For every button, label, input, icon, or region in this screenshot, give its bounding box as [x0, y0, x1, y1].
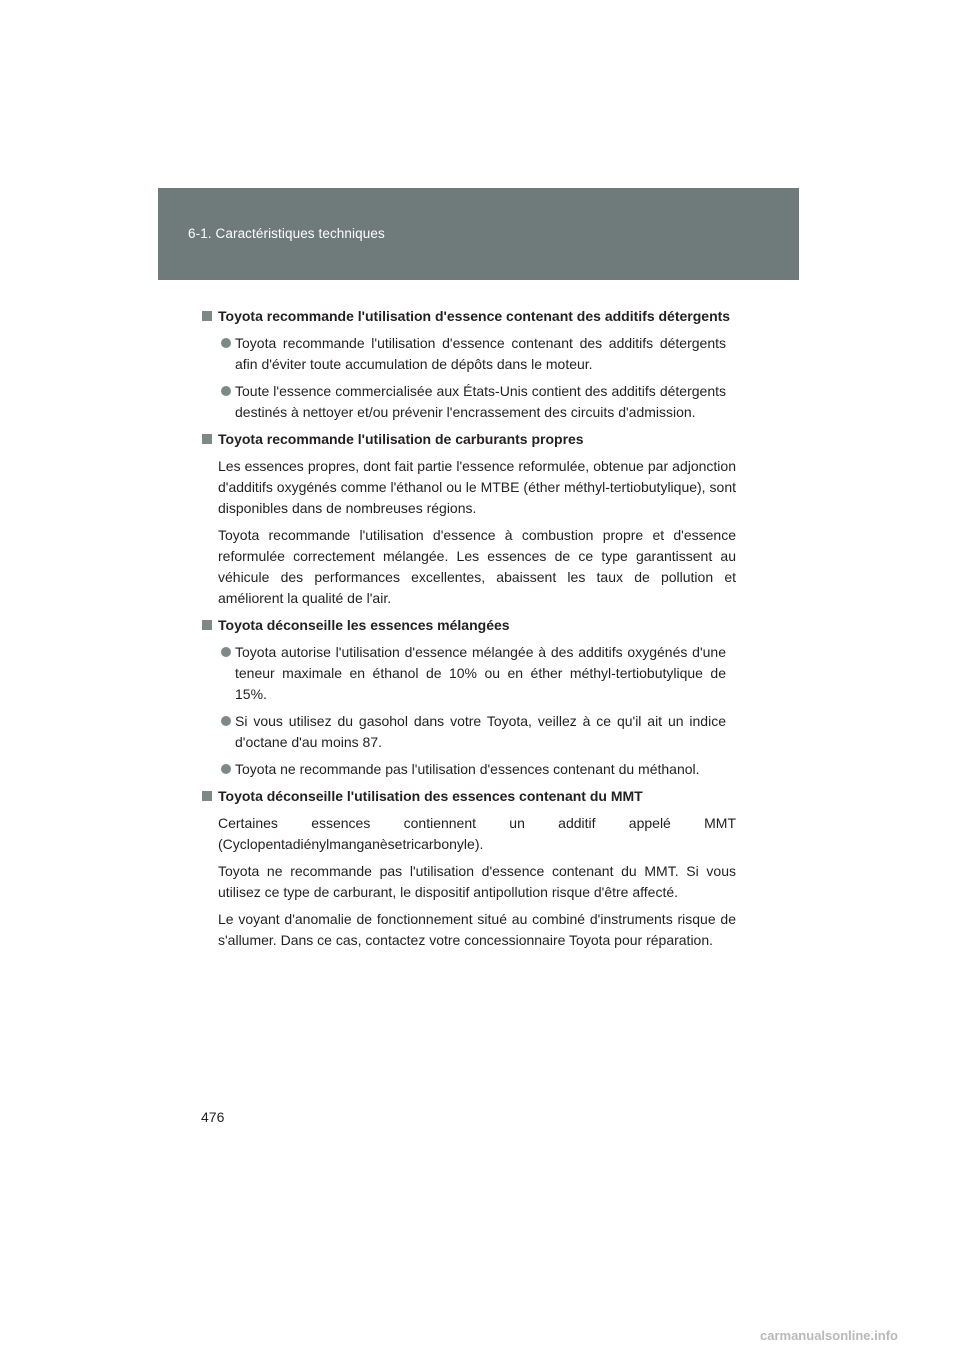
watermark: carmanualsonline.info [760, 1328, 898, 1343]
bullet-item: Si vous utilisez du gasohol dans votre Toyota, veillez à ce qu'il ait un indice d'octane d'au moins 87. [201, 711, 736, 753]
paragraph: Toyota ne recommande pas l'utilisation d'essence contenant du MMT. Si vous utilisez ce type de carburant, le dispositif antipollution risque d'être affecté. [218, 863, 736, 900]
bullet-item: Toute l'essence commercialisée aux États-Unis contient des additifs détergents destinés à nettoyer et/ou prévenir l'encrassement des circuits d'admission. [201, 381, 736, 423]
page-content [201, 306, 736, 957]
round-bullet-icon [221, 338, 231, 348]
section-heading: Toyota déconseille l'utilisation des essences contenant du MMT [201, 786, 736, 807]
section-heading: Toyota recommande l'utilisation d'essence contenant des additifs détergents [201, 306, 736, 327]
bullet-item: Toyota autorise l'utilisation d'essence mélangée à des additifs oxygénés d'une teneur maximale en éthanol de 10% ou en éther méthyl-tertiobutylique de 15%. [201, 642, 736, 705]
paragraph: Toyota recommande l'utilisation d'essence à combustion propre et d'essence reformulée correctement mélangée. Les essences de ce type garantissent au véhicule des performances excellentes, abaissent les taux de pollution et améliorent la qualité de l'air. [218, 527, 736, 606]
round-bullet-icon [221, 386, 231, 396]
paragraph: Les essences propres, dont fait partie l'essence reformulée, obtenue par adjonction d'additifs oxygénés comme l'éthanol ou le MTBE (éther méthyl-tertiobutylique), sont disponibles dans de nombreuses régions. [218, 458, 736, 516]
paragraph: Certaines essences contiennent un additif appelé MMT (Cyclopentadiénylmanganèsetricarbonyle). [218, 815, 736, 852]
round-bullet-icon [221, 764, 231, 774]
square-bullet-icon [202, 434, 212, 444]
round-bullet-icon [221, 716, 231, 726]
paragraph: Le voyant d'anomalie de fonctionnement situé au combiné d'instruments risque de s'allumer. Dans ce cas, contactez votre concessionnaire Toyota pour réparation. [218, 911, 736, 948]
bullet-item: Toyota recommande l'utilisation d'essence contenant des additifs détergents afin d'éviter toute accumulation de dépôts dans le moteur. [201, 333, 736, 375]
section-header-band [158, 188, 799, 280]
section-heading: Toyota déconseille les essences mélangées [201, 615, 736, 636]
square-bullet-icon [202, 791, 212, 801]
bullet-item: Toyota ne recommande pas l'utilisation d'essences contenant du méthanol. [201, 759, 736, 780]
page-number: 476 [201, 1109, 225, 1125]
section-heading: Toyota recommande l'utilisation de carburants propres [201, 429, 736, 450]
square-bullet-icon [202, 311, 212, 321]
round-bullet-icon [221, 647, 231, 657]
section-title: 6-1. Caractéristiques techniques [188, 226, 385, 241]
square-bullet-icon [202, 620, 212, 630]
